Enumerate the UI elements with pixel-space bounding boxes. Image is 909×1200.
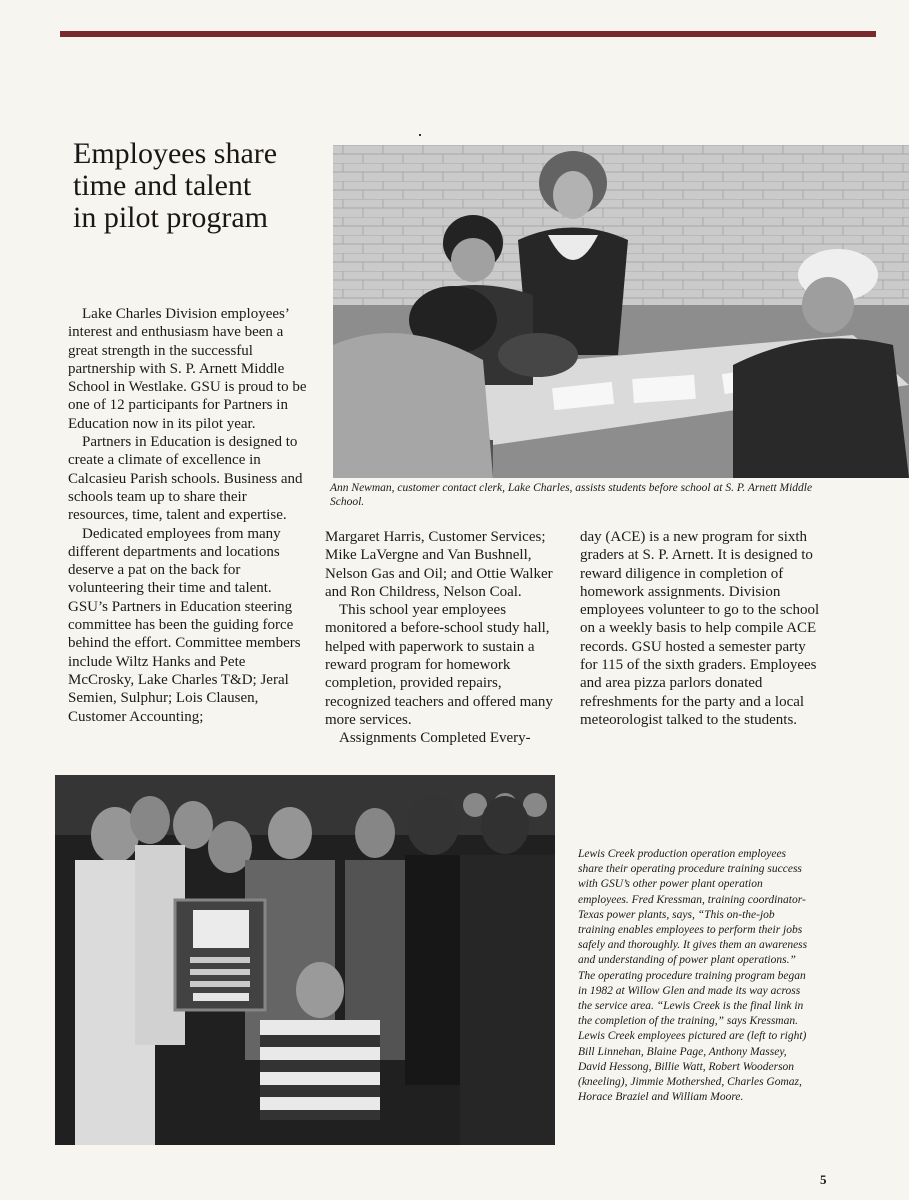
classroom-photo-art (333, 145, 909, 478)
paragraph: Margaret Harris, Customer Services; Mike LaVergne and Van Bushnell, Nelson Gas and Oil; and Ottie Walker and Ron Childress, Nelson Coal. (325, 529, 553, 600)
paragraph: day (ACE) is a new program for sixth graders at S. P. Arnett. It is designed to reward diligence in completion of homework assignments. Division employees volunteer to go to the school on a weekly basis to help compile ACE records. GSU hosted a semester party for 115 of the sixth graders. Employees and area pizza parlors donated refreshments for the party and a local meteorologist talked to the students. (580, 529, 820, 728)
group-photo (55, 775, 555, 1145)
article-title (73, 138, 323, 234)
paragraph: This school year employees monitored a before-school study hall, helped with paperwork to sustain a reward program for homework completion, provided repairs, recognized teachers and offered many more services. (325, 602, 553, 728)
title-line: time and talent (73, 169, 252, 202)
body-column-1 (68, 305, 308, 726)
title-line: in pilot program (73, 201, 268, 234)
classroom-photo (333, 145, 909, 478)
page-number: 5 (820, 1172, 827, 1187)
paragraph: Partners in Education is designed to create a climate of excellence in Calcasieu Parish schools. Business and schools team up to share their resources, time, talent and expertise. (68, 434, 303, 524)
group-photo-caption: Lewis Creek production operation employees share their operating procedure training success with GSU’s other power plant operation employees. Fred Kressman, training coordinator-Texas power plants, says, “This on-the-job training enables employees to perform their jobs safely and thoroughly. It gives them an awareness and understanding of power plant operations.” The operating procedure training program began in 1982 at Willow Glen and made its way across the service area. “Lewis Creek is the final link in the completion of the training,” says Kressman. Lewis Creek employees pictured are (left to right) Bill Linnehan, Blaine Page, Anthony Massey, David Hessong, Billie Watt, Robert Wooderson (kneeling), Jimmie Mothershed, Charles Gomaz, Horace Braziel and William Moore. (578, 848, 808, 1104)
body-column-2 (325, 528, 570, 748)
paragraph: Dedicated employees from many different departments and locations deserve a pat on the back for volunteering their time and talent. GSU’s Partners in Education steering committee has been the guiding force behind the effort. Committee members include Wiltz Hanks and Pete McCrosky, Lake Charles T&D; Jeral Semien, Sulphur; Lois Clausen, Customer Accounting; (68, 525, 301, 725)
print-speck (419, 134, 421, 136)
group-photo-art (55, 775, 555, 1145)
paragraph: Assignments Completed Every- (339, 730, 531, 747)
body-column-3 (580, 528, 825, 729)
header-rule (60, 31, 876, 37)
classroom-photo-caption: Ann Newman, customer contact clerk, Lake Charles, assists students before school at S. P. Arnett Middle School. (330, 482, 813, 508)
paragraph: Lake Charles Division employees’ interest and enthusiasm have been a great strength in the successful partnership with S. P. Arnett Middle School in Westlake. GSU is proud to be one of 12 participants for Partners in Education now in its pilot year. (68, 306, 307, 432)
title-line: Employees share (73, 137, 278, 170)
